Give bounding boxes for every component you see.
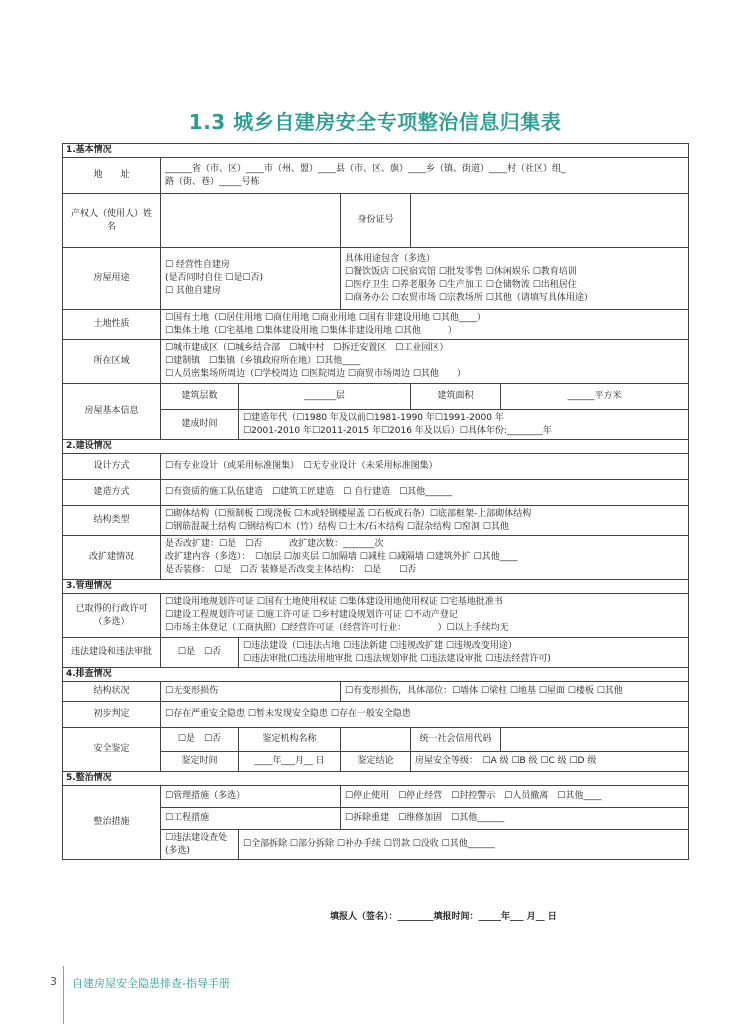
credit-code-field[interactable] xyxy=(501,728,689,752)
section-construction-header: 2.建设情况 xyxy=(63,440,689,454)
location-area-options[interactable] xyxy=(161,340,689,384)
expansion-label: 改扩建情况 xyxy=(63,536,161,580)
illegal-options[interactable] xyxy=(239,638,689,668)
area-crowded-option[interactable]: ☐人员密集场所周边（☐学校周边 ☐医院周边 ☐商贸市场周边 ☐其他 ） xyxy=(165,369,466,379)
usage-type-options[interactable] xyxy=(161,248,341,310)
land-state-option[interactable]: ☐国有土地（☐居住用地 ☐商住用地 ☐商业用地 ☐国有非建设用地 ☐其他____） xyxy=(165,312,486,323)
id-number-label: 身份证号 xyxy=(341,194,411,248)
usage-detail-row-1[interactable]: ☐餐饮饭店 ☐民宿宾馆 ☐批发零售 ☐休闲娱乐 ☐教育培训 xyxy=(345,266,577,277)
management-measures-option[interactable]: ☐管理措施（多选） xyxy=(161,786,341,808)
address-line-1: ______省（市、区）____市（州、盟）____县（市、区、旗）____乡（镇、街道）____村（社区）组_ xyxy=(165,163,566,174)
owner-name-label: 产权人（使用人）姓名 xyxy=(63,194,161,248)
build-mode-options[interactable]: ☐有资质的施工队伍建造 ☐建筑工匠建造 ☐ 自行建造 ☐其他______ xyxy=(161,480,689,506)
permit-row-3[interactable]: ☐市场主体登记（工商执照）☐经营许可证（经营许可行业： ）☐以上手续均无 xyxy=(165,623,509,633)
rectification-measures-label: 整治措施 xyxy=(63,786,161,860)
illegal-handling-option[interactable]: ☐违法建设查处(多选) xyxy=(161,830,239,860)
management-measures-detail[interactable]: ☐停止使用 ☐停止经营 ☐封控警示 ☐人员撤离 ☐其他____ xyxy=(341,786,689,808)
area-town-option[interactable]: ☐建制镇 ☐集镇（乡镇政府所在地）☐其他____ xyxy=(165,356,361,366)
structure-row-2[interactable]: ☐钢筋混凝土结构 ☐钢结构☐木（竹）结构 ☐土木/石木结构 ☐混杂结构 ☐窑洞 ☐其他 xyxy=(165,521,509,532)
footer-divider xyxy=(63,966,64,1024)
no-damage-option[interactable]: ☐无变形损伤 xyxy=(161,682,341,702)
usage-other-option[interactable]: ☐ 其他自建房 xyxy=(165,286,221,296)
damage-option[interactable]: ☐有变形损伤，具体部位：☐墙体 ☐梁柱 ☐地基 ☐屋面 ☐楼板 ☐其他 xyxy=(341,682,689,702)
house-usage-label: 房屋用途 xyxy=(63,248,161,310)
location-area-label: 所在区域 xyxy=(63,340,161,384)
usage-detail-row-3[interactable]: ☐商务办公 ☐农贸市场 ☐宗教场所 ☐其他（请填写具体用途） xyxy=(345,292,593,303)
signature-date-line[interactable]: 填报人（签名）：________填报时间：_____年___ 月__ 日 xyxy=(330,912,557,922)
usage-detail-options[interactable] xyxy=(341,248,689,310)
page-number: 3 xyxy=(50,975,57,988)
house-info-label: 房屋基本信息 xyxy=(63,384,161,440)
expansion-row-2[interactable]: 改扩建内容（多选）： ☐加层 ☐加夹层 ☐加隔墙 ☐减柱 ☐减隔墙 ☐建筑外扩 ☐其他____ xyxy=(165,552,518,562)
preliminary-judgment-options[interactable]: ☐存在严重安全隐患 ☐暂未发现安全隐患 ☐存在一般安全隐患 xyxy=(161,702,689,728)
illegal-construction-row[interactable]: ☐违法建设（☐违法占地 ☐违法新建 ☐违规改扩建 ☐违规改变用途） xyxy=(243,640,517,651)
area-urban-option[interactable]: ☐城市建成区（☐城乡结合部 ☐城中村 ☐拆迁安置区 ☐工业园区） xyxy=(165,343,449,353)
design-mode-label: 设计方式 xyxy=(63,454,161,480)
section-basic-header: 1.基本情况 xyxy=(63,144,689,158)
preliminary-judgment-label: 初步判定 xyxy=(63,702,161,728)
footer-title: 自建房屋安全隐患排查-指导手册 xyxy=(72,977,230,990)
owner-name-field[interactable] xyxy=(161,194,341,248)
address-field[interactable] xyxy=(161,158,689,194)
safety-grade-options[interactable]: 房屋安全等级： ☐A 级 ☐B 级 ☐C 级 ☐D 级 xyxy=(411,752,689,772)
permit-row-1[interactable]: ☐建设用地规划许可证 ☐国有土地使用权证 ☐集体建设用地使用权证 ☐宅基地批准书 xyxy=(165,597,503,607)
expansion-options[interactable] xyxy=(161,536,689,580)
id-number-field[interactable] xyxy=(411,194,689,248)
appraisal-org-label: 鉴定机构名称 xyxy=(239,728,341,752)
section-management-header: 3.管理情况 xyxy=(63,580,689,594)
usage-detail-title: 具体用途包含（多选） xyxy=(345,253,436,264)
building-area-field[interactable]: ______平方米 xyxy=(501,384,689,410)
info-collection-table xyxy=(62,143,689,860)
built-time-label: 建成时间 xyxy=(161,410,239,440)
illegal-yesno[interactable]: ☐是 ☐否 xyxy=(161,638,239,668)
floors-field[interactable]: _______层 xyxy=(239,384,411,410)
section-inspection-header: 4.排查情况 xyxy=(63,668,689,682)
engineering-measures-detail[interactable]: ☐拆除重建 ☐维修加固 ☐其他______ xyxy=(341,808,689,830)
built-era-row-1[interactable]: ☐建造年代（☐1980 年及以前☐1981-1990 年☐1991-2000 年 xyxy=(243,412,504,423)
building-area-label: 建筑面积 xyxy=(411,384,501,410)
land-nature-label: 土地性质 xyxy=(63,310,161,340)
land-collective-option[interactable]: ☐集体土地（☐宅基地 ☐集体建设用地 ☐集体非建设用地 ☐其他 ） xyxy=(165,325,457,336)
appraisal-yesno[interactable]: ☐是 ☐否 xyxy=(161,728,239,752)
expansion-row-1[interactable]: 是否改扩建：☐是 ☐否 改扩建次数：_______次 xyxy=(165,539,384,549)
permit-label: 已取得的行政许可（多选） xyxy=(63,594,161,638)
appraisal-time-label: 鉴定时间 xyxy=(161,752,239,772)
engineering-measures-option[interactable]: ☐工程措施 xyxy=(161,808,341,830)
appraisal-conclusion-label: 鉴定结论 xyxy=(341,752,411,772)
safety-appraisal-label: 安全鉴定 xyxy=(63,728,161,772)
appraisal-time-field[interactable]: ____年___月__ 日 xyxy=(239,752,341,772)
illegal-approval-row[interactable]: ☐违法审批(☐违法用地审批 ☐违法规划审批 ☐违法建设审批 ☐违法经营许可) xyxy=(243,653,551,664)
floors-label: 建筑层数 xyxy=(161,384,239,410)
land-nature-options[interactable] xyxy=(161,310,689,340)
illegal-handling-detail[interactable]: ☐全部拆除 ☐部分拆除 ☐补办手续 ☐罚款 ☐没收 ☐其他______ xyxy=(239,830,689,860)
structure-type-label: 结构类型 xyxy=(63,506,161,536)
form-title: 1.3 城乡自建房安全专项整治信息归集表 xyxy=(188,110,562,134)
usage-selflive-option[interactable]: (是否同时自住 ☐是☐否) xyxy=(165,273,264,283)
credit-code-label: 统一社会信用代码 xyxy=(411,728,501,752)
structure-type-options[interactable] xyxy=(161,506,689,536)
structure-status-label: 结构状况 xyxy=(63,682,161,702)
build-mode-label: 建造方式 xyxy=(63,480,161,506)
permit-row-2[interactable]: ☐建设工程规划许可证 ☐施工许可证 ☐乡村建设规划许可证 ☐不动产登记 xyxy=(165,610,458,620)
section-rectification-header: 5.整治情况 xyxy=(63,772,689,786)
usage-detail-row-2[interactable]: ☐医疗卫生 ☐养老服务 ☐生产加工 ☐仓储物流 ☐出租居住 xyxy=(345,279,577,290)
permit-options[interactable] xyxy=(161,594,689,638)
built-time-options[interactable] xyxy=(239,410,689,440)
usage-commercial-option[interactable]: ☐ 经营性自建房 xyxy=(165,260,230,270)
structure-row-1[interactable]: ☐砌体结构（☐预制板 ☐现浇板 ☐木或轻钢楼屋盖 ☐石板或石条）☐底部框架-上部砌体结构 xyxy=(165,508,532,519)
built-era-row-2[interactable]: ☐2001-2010 年☐2011-2015 年☐2016 年及以后）☐具体年份:________年 xyxy=(243,425,552,436)
address-label: 地 址 xyxy=(63,158,161,194)
address-line-2: 路（街、巷）_____号栋 xyxy=(165,176,260,187)
design-mode-options[interactable]: ☐有专业设计（或采用标准图集） ☐无专业设计（未采用标准图集） xyxy=(161,454,689,480)
appraisal-org-field[interactable] xyxy=(341,728,411,752)
expansion-row-3[interactable]: 是否装修： ☐是 ☐否 装修是否改变主体结构： ☐是 ☐否 xyxy=(165,565,417,575)
illegal-construction-label: 违法建设和违法审批 xyxy=(63,638,161,668)
